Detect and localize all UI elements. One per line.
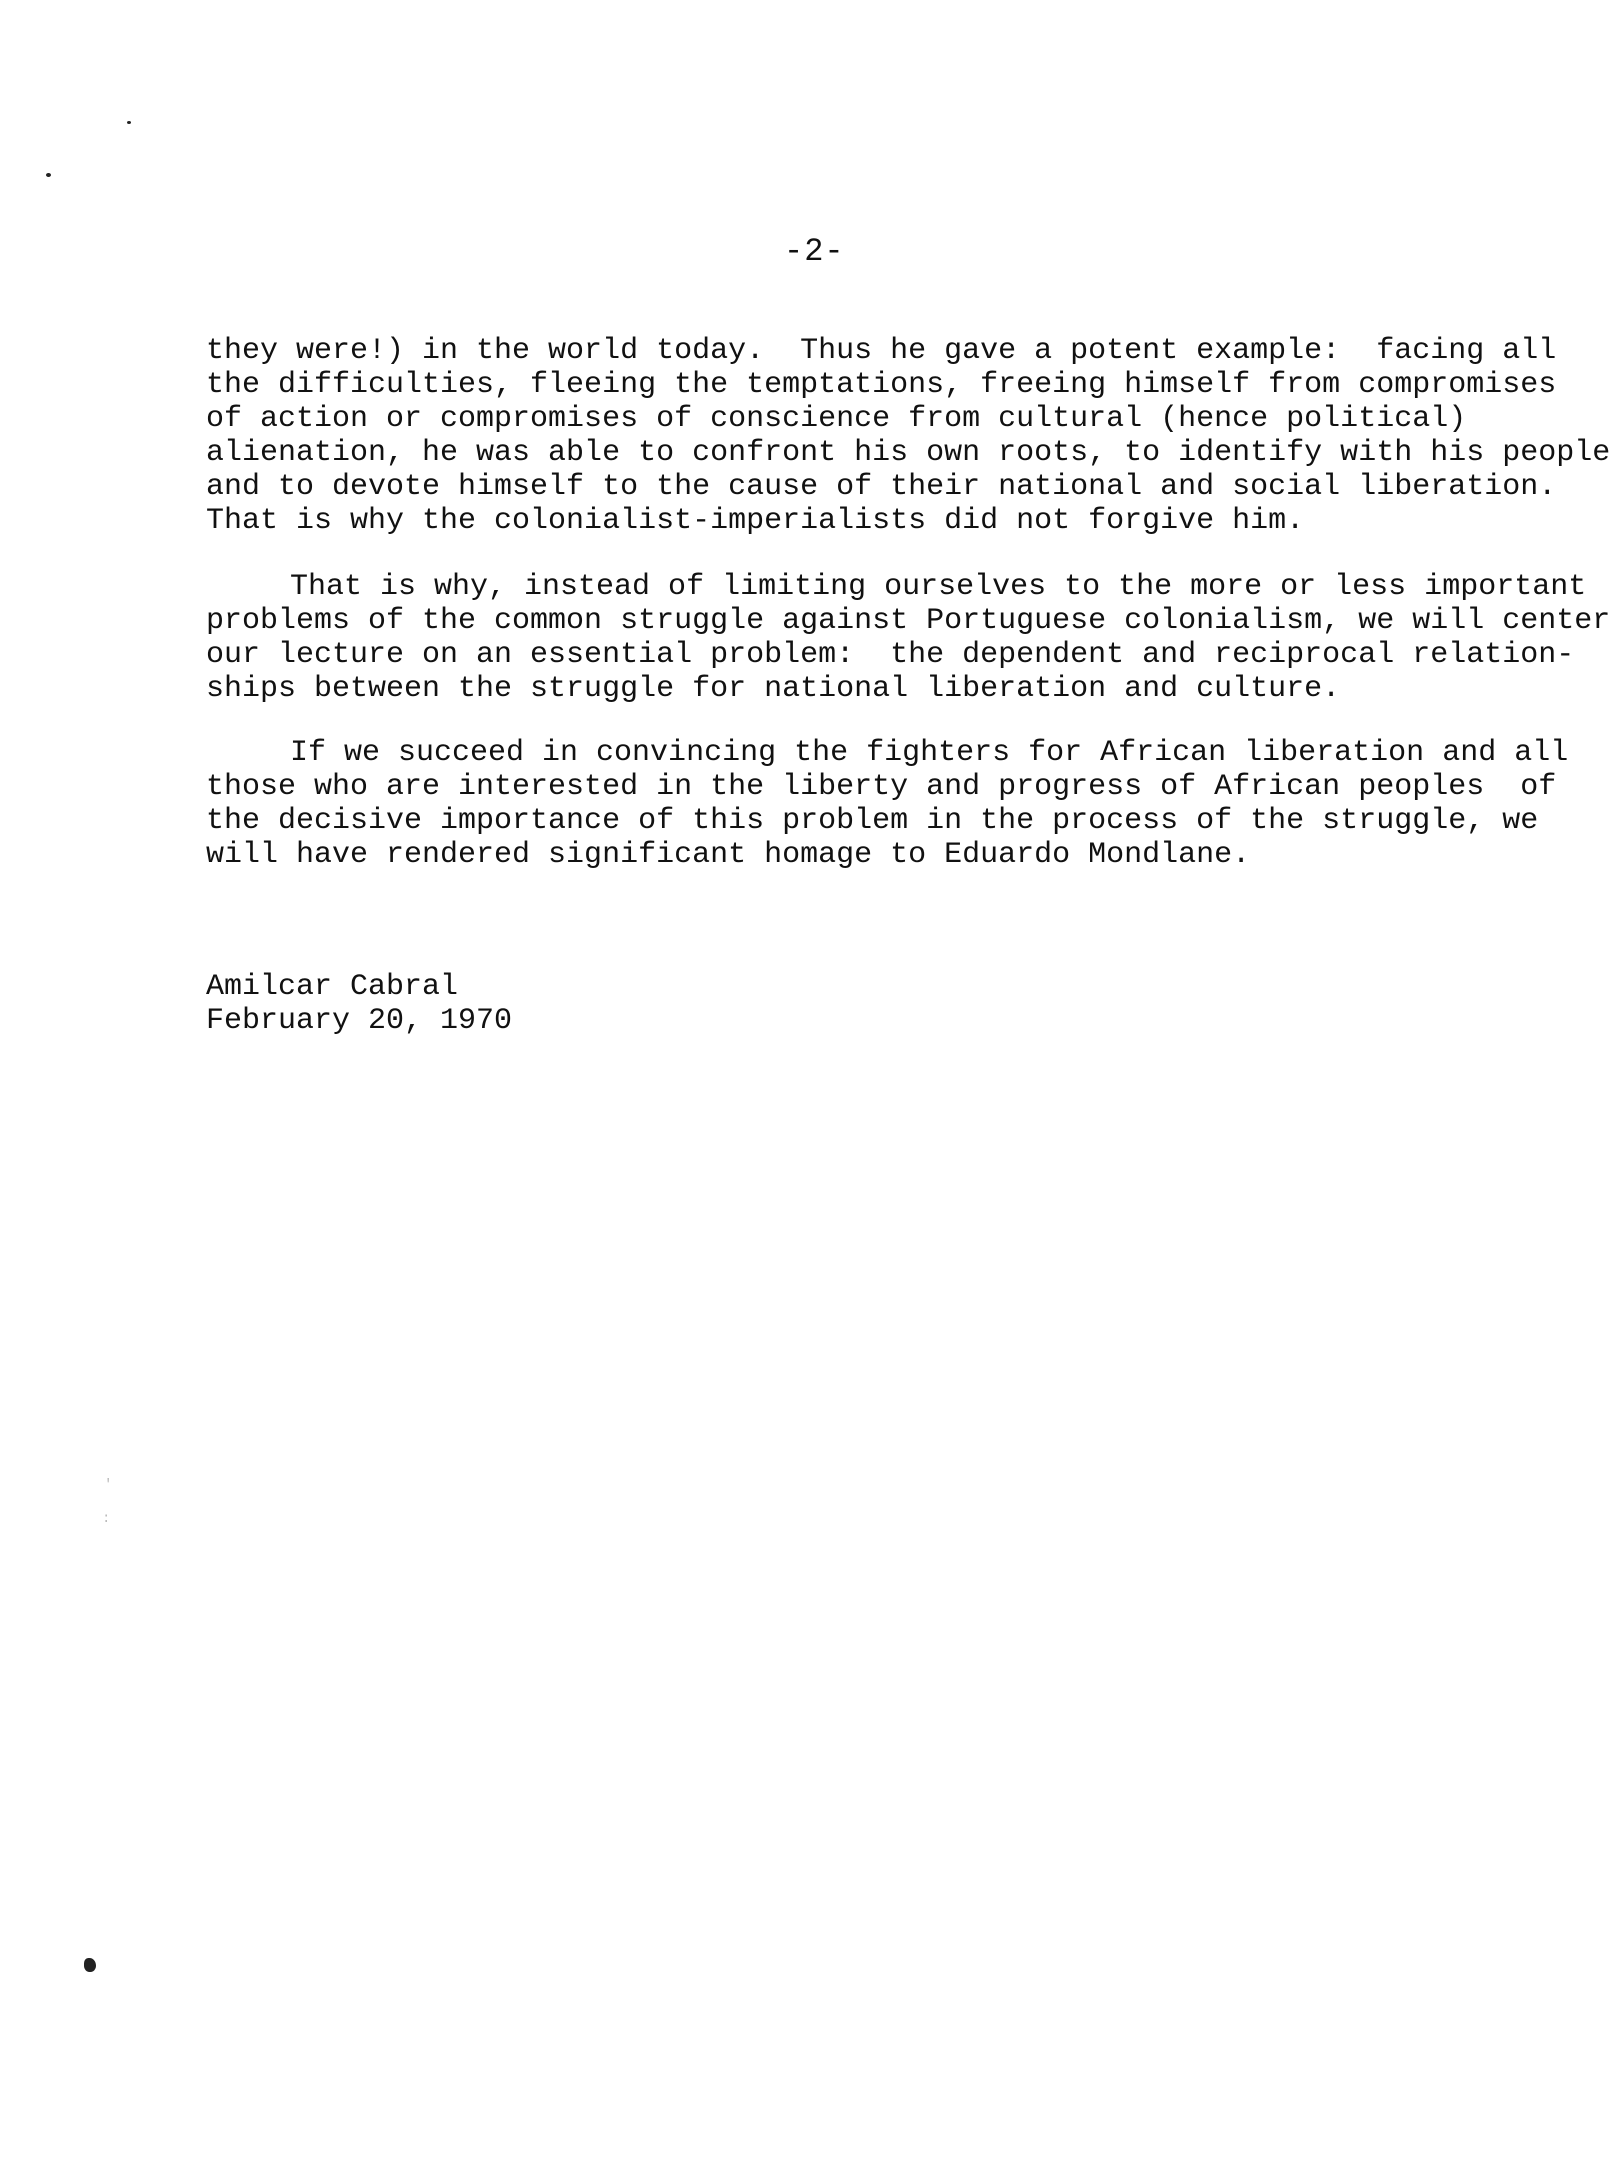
signature-name: Amilcar Cabral <box>206 970 459 1004</box>
paragraph-line: If we succeed in convincing the fighters for African liberation and all <box>290 736 1569 770</box>
paragraph-line: ships between the struggle for national liberation and culture. <box>206 672 1341 706</box>
paragraph-line: those who are interested in the liberty and progress of African peoples of <box>206 770 1557 804</box>
paragraph-line: our lecture on an essential problem: the dependent and reciprocal relation- <box>206 638 1575 672</box>
scan-speck: ' <box>104 1477 113 1493</box>
paragraph-line: of action or compromises of conscience from cultural (hence political) <box>206 402 1467 436</box>
scan-speck <box>127 121 131 124</box>
signature-date: February 20, 1970 <box>206 1004 513 1038</box>
paragraph-line: That is why, instead of limiting ourselves to the more or less important <box>290 570 1587 604</box>
paragraph-line: alienation, he was able to confront his own roots, to identify with his people <box>206 436 1611 470</box>
paragraph-line: problems of the common struggle against Portuguese colonialism, we will center <box>206 604 1611 638</box>
scan-speck <box>46 173 51 177</box>
paragraph-line: and to devote himself to the cause of their national and social liberation. <box>206 470 1557 504</box>
paragraph-line: the decisive importance of this problem in the process of the struggle, we <box>206 804 1539 838</box>
page-number: -2- <box>784 233 845 270</box>
paragraph-line: That is why the colonialist-imperialists did not forgive him. <box>206 504 1305 538</box>
paragraph-line: will have rendered significant homage to Eduardo Mondlane. <box>206 838 1251 872</box>
paragraph-line: the difficulties, fleeing the temptations, freeing himself from compromises <box>206 368 1557 402</box>
scan-speck <box>84 1958 96 1972</box>
scan-speck: : <box>102 1511 111 1527</box>
paragraph-line: they were!) in the world today. Thus he gave a potent example: facing all <box>206 334 1557 368</box>
